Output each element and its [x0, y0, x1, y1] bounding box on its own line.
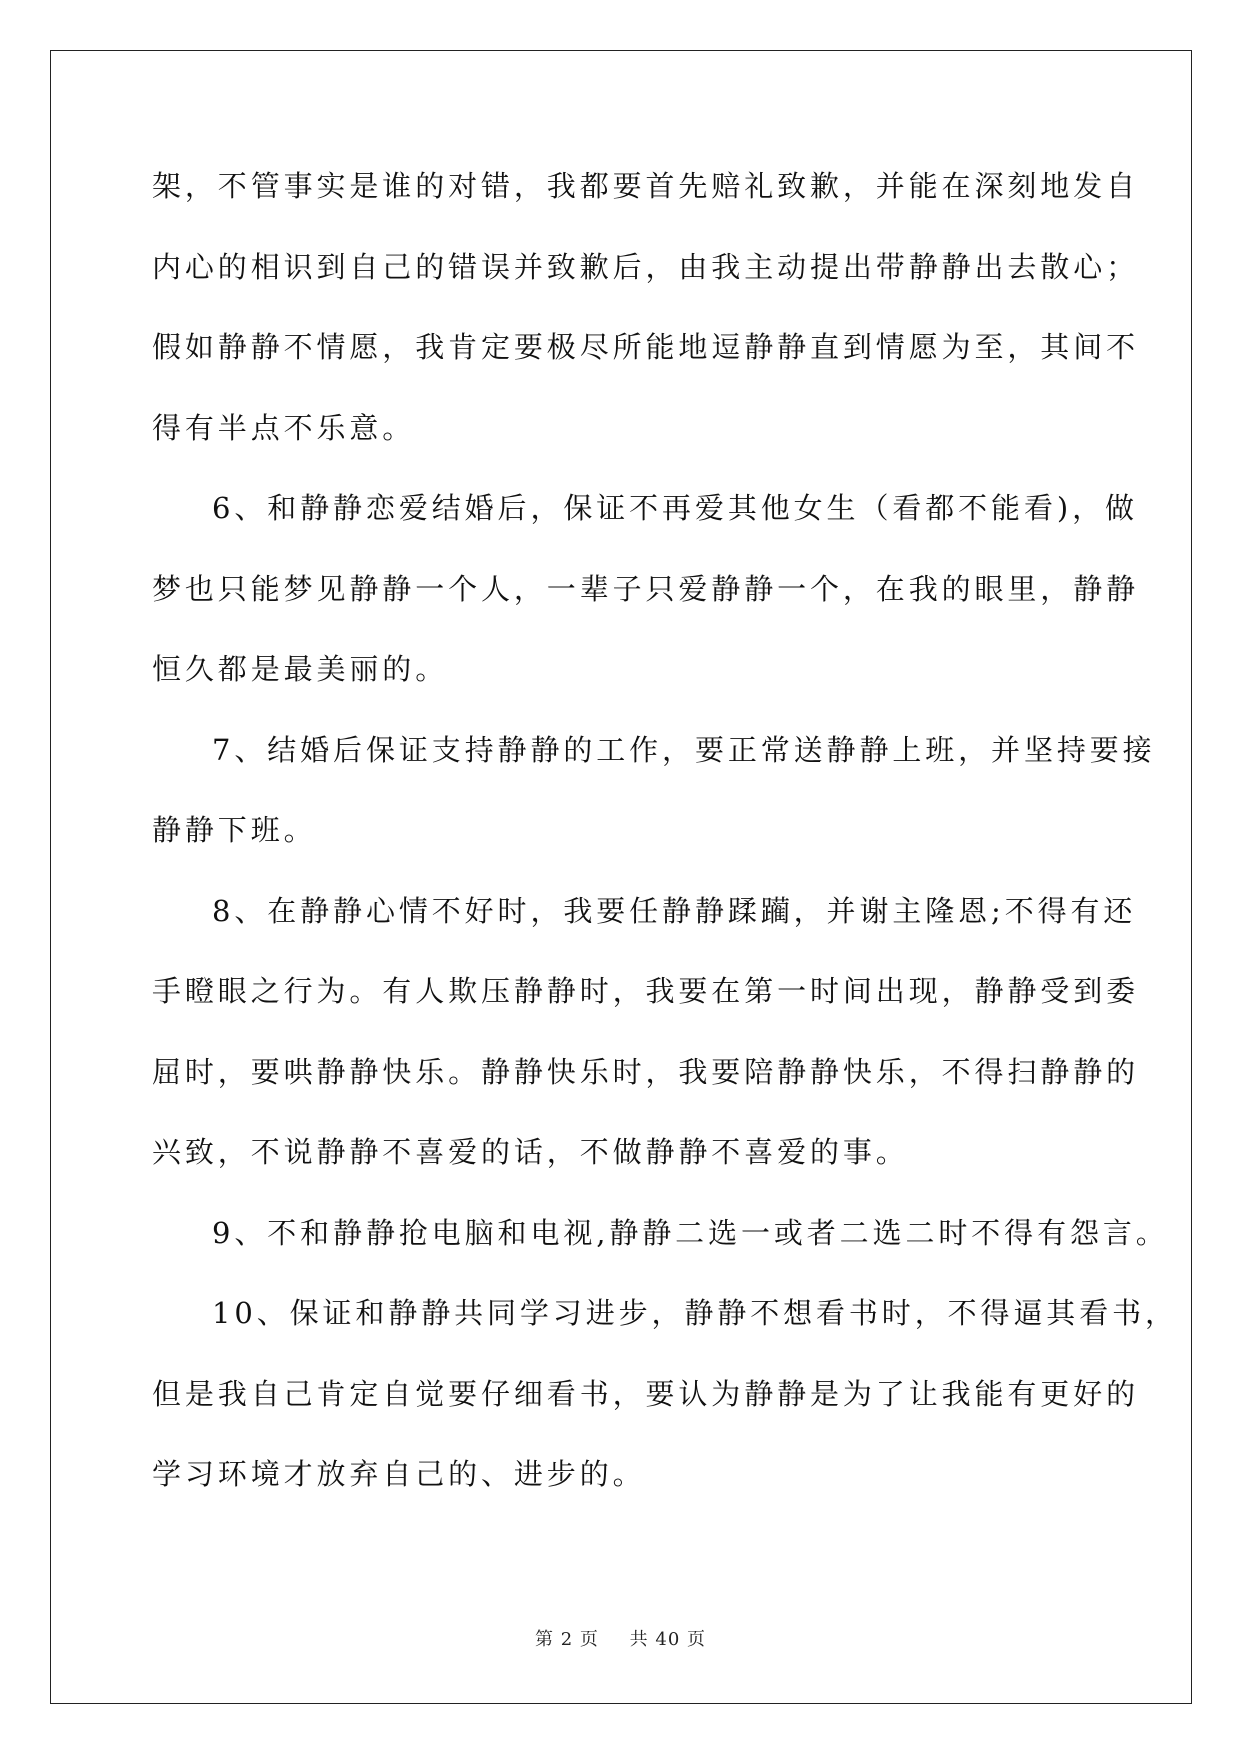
- text-line: 屈时，要哄静静快乐。静静快乐时，我要陪静静快乐，不得扫静静的: [152, 1054, 1140, 1089]
- text-line: 但是我自己肯定自觉要仔细看书，要认为静静是为了让我能有更好的: [152, 1376, 1140, 1411]
- text-line: 假如静静不情愿，我肯定要极尽所能地逗静静直到情愿为至，其间不: [152, 330, 1140, 364]
- text-line: 兴致，不说静静不喜爱的话，不做静静不喜爱的事。: [152, 1135, 909, 1169]
- text-line: 手瞪眼之行为。有人欺压静静时，我要在第一时间出现，静静受到委: [152, 974, 1140, 1008]
- text-line: 内心的相识到自己的错误并致歉后，由我主动提出带静静出去散心；: [152, 249, 1140, 284]
- text-line-item-10: 10、保证和静静共同学习进步，静静不想看书时，不得逼其看书，: [212, 1296, 1178, 1330]
- text-line: 恒久都是最美丽的。: [152, 652, 449, 686]
- page-total: 共 40 页: [629, 1629, 706, 1650]
- document-body: [152, 160, 1178, 1529]
- text-line-item-9: 9、不和静静抢电脑和电视,静静二选一或者二选二时不得有怨言。: [212, 1215, 1169, 1250]
- text-line: 学习环境才放弃自己的、进步的。: [152, 1457, 646, 1491]
- page-footer: [0, 1625, 1241, 1651]
- text-line-item-8: 8、在静静心情不好时，我要任静静蹂躏，并谢主隆恩;不得有还: [212, 893, 1137, 928]
- page-number: 第 2 页: [535, 1629, 599, 1650]
- text-line: 静静下班。: [152, 813, 317, 847]
- text-line-item-7: 7、结婚后保证支持静静的工作，要正常送静静上班，并坚持要接: [212, 732, 1156, 767]
- text-line: 得有半点不乐意。: [152, 410, 416, 445]
- text-line: 架，不管事实是谁的对错，我都要首先赔礼致歉，并能在深刻地发自: [152, 169, 1140, 203]
- text-line: 梦也只能梦见静静一个人，一辈子只爱静静一个，在我的眼里，静静: [152, 571, 1140, 606]
- text-line-item-6: 6、和静静恋爱结婚后，保证不再爱其他女生（看都不能看)，做: [212, 491, 1138, 525]
